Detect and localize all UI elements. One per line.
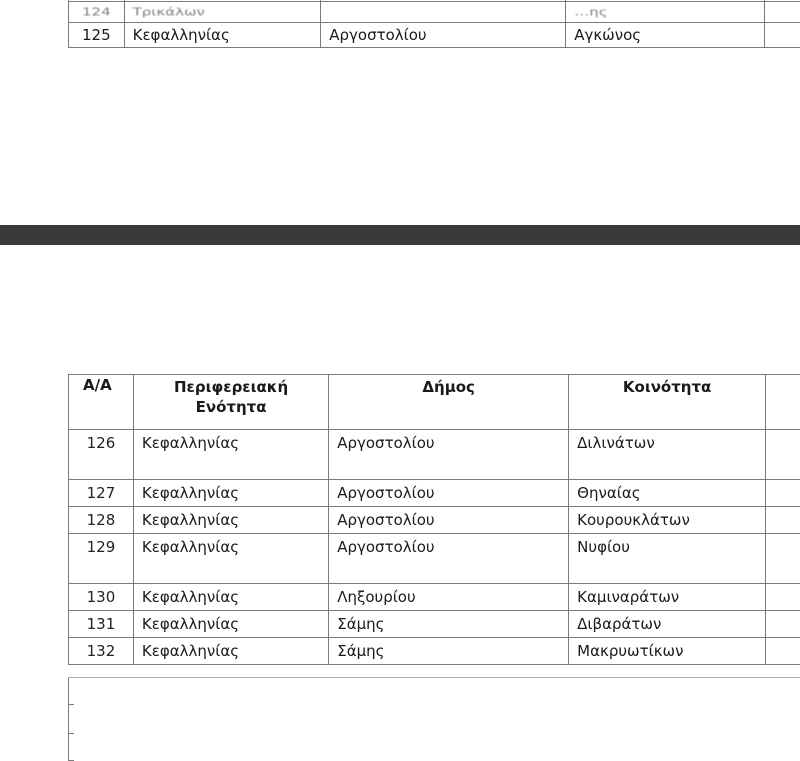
cell-aa: 127	[69, 480, 134, 507]
cell-extra	[766, 507, 800, 534]
header-pe-line2: Ενότητα	[195, 398, 267, 416]
cell-extra	[766, 480, 800, 507]
table-footer-margin	[68, 677, 800, 761]
table-row	[69, 584, 800, 611]
margin-tick	[68, 733, 74, 734]
cell-koinotita: Διλινάτων	[569, 430, 766, 480]
table-row	[69, 507, 800, 534]
cell-dimos	[321, 2, 566, 23]
cell-koinotita: Θηναίας	[569, 480, 766, 507]
cell-extra	[766, 430, 800, 480]
cell-periferiaki	[124, 2, 321, 23]
table-row	[69, 611, 800, 638]
cell-periferiaki: Κεφαλληνίας	[133, 584, 328, 611]
table-top-fragment	[68, 0, 800, 48]
header-aa: Α/Α	[69, 375, 134, 430]
cell-extra	[766, 611, 800, 638]
cell-text: …ης	[574, 5, 608, 19]
cell-extra	[766, 638, 800, 665]
table-row	[69, 430, 800, 480]
cell-aa: 130	[69, 584, 134, 611]
cell-periferiaki: Κεφαλληνίας	[124, 23, 321, 48]
cell-extra	[765, 2, 800, 23]
cell-extra	[765, 23, 800, 48]
header-periferiaki-enotita	[133, 375, 328, 430]
cell-dimos: Αργοστολίου	[329, 430, 569, 480]
cell-periferiaki: Κεφαλληνίας	[133, 507, 328, 534]
document-page-top	[0, 0, 800, 225]
cell-dimos: Σάμης	[329, 611, 569, 638]
document-page-bottom	[0, 245, 800, 761]
cell-periferiaki: Κεφαλληνίας	[133, 638, 328, 665]
cell-koinotita	[566, 2, 765, 23]
cell-aa	[69, 2, 125, 23]
header-koinotita: Κοινότητα	[569, 375, 766, 430]
cell-dimos: Ληξουρίου	[329, 584, 569, 611]
cell-aa: 125	[69, 23, 125, 48]
cell-koinotita: Νυφίου	[569, 534, 766, 584]
cell-aa: 128	[69, 507, 134, 534]
page-separator	[0, 225, 800, 245]
cell-periferiaki: Κεφαλληνίας	[133, 430, 328, 480]
table-row	[69, 638, 800, 665]
table-header-row	[69, 375, 800, 430]
cell-text: 124	[81, 5, 111, 19]
cell-aa: 126	[69, 430, 134, 480]
cell-periferiaki: Κεφαλληνίας	[133, 534, 328, 584]
cell-koinotita: Μακρυωτίκων	[569, 638, 766, 665]
cell-aa: 132	[69, 638, 134, 665]
cell-koinotita: Διβαράτων	[569, 611, 766, 638]
cell-koinotita: Καμιναράτων	[569, 584, 766, 611]
cell-dimos: Αργοστολίου	[329, 507, 569, 534]
cell-extra	[766, 584, 800, 611]
cell-aa: 131	[69, 611, 134, 638]
header-dimos: Δήμος	[329, 375, 569, 430]
cell-extra	[766, 534, 800, 584]
cell-koinotita: Κουρουκλάτων	[569, 507, 766, 534]
cell-dimos: Σάμης	[329, 638, 569, 665]
cell-dimos: Αργοστολίου	[321, 23, 566, 48]
cell-periferiaki: Κεφαλληνίας	[133, 480, 328, 507]
table-communities	[68, 374, 800, 665]
header-pe-line1: Περιφερειακή	[174, 378, 289, 396]
cell-text: Τρικάλων	[132, 5, 205, 19]
table-row	[69, 480, 800, 507]
margin-tick	[68, 704, 74, 705]
table-row	[69, 534, 800, 584]
cell-aa: 129	[69, 534, 134, 584]
table-row	[69, 23, 800, 48]
cell-dimos: Αργοστολίου	[329, 534, 569, 584]
cell-periferiaki: Κεφαλληνίας	[133, 611, 328, 638]
header-extra	[766, 375, 800, 430]
cell-koinotita: Αγκώνος	[566, 23, 765, 48]
table-row	[69, 2, 800, 23]
cell-dimos: Αργοστολίου	[329, 480, 569, 507]
